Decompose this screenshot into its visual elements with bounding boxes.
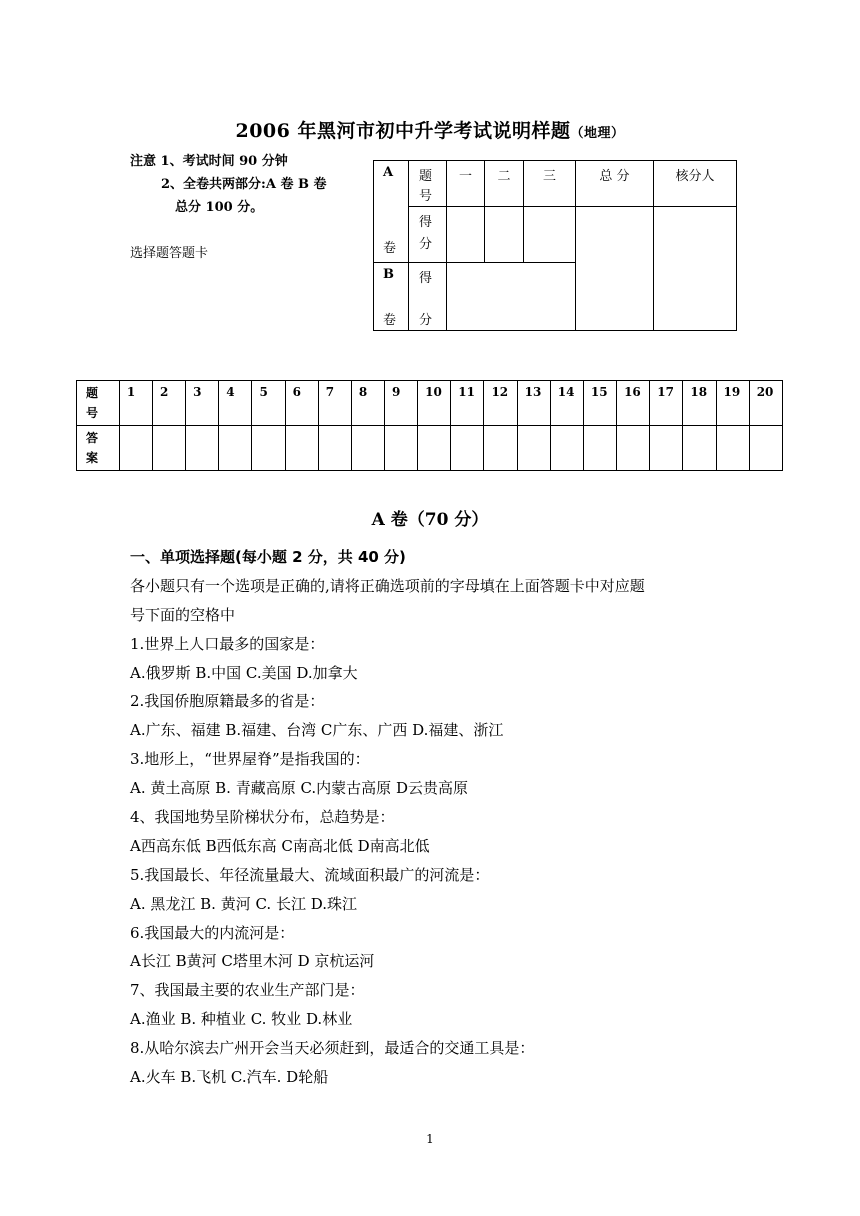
answer-cell[interactable]: [385, 426, 418, 471]
answer-label-top: 答: [86, 431, 99, 445]
question-line: 6.我国最大的内流河是：: [130, 923, 295, 942]
question-number-cell: 12: [484, 381, 517, 426]
note-line-1: 注意 1、考试时间 90 分钟: [130, 154, 288, 169]
title-subject: （地理）: [570, 126, 625, 141]
answer-cell[interactable]: [749, 426, 782, 471]
defen-bottom: 分: [419, 237, 433, 252]
question-number-cell: 15: [583, 381, 616, 426]
b-score-cell[interactable]: [447, 263, 576, 331]
a-juan-bottom: 卷: [383, 241, 397, 256]
question-number-cell: 16: [617, 381, 650, 426]
total-score-cell[interactable]: [576, 207, 654, 331]
b-juan-top: B: [383, 267, 394, 282]
answer-cell[interactable]: [186, 426, 219, 471]
question-line: 5.我国最长、年径流量最大、流域面积最广的河流是：: [130, 865, 490, 884]
options-line: A.广东、福建 B.福建、台湾 C广东、广西 D.福建、浙江: [130, 721, 504, 740]
question-number-cell: 9: [385, 381, 418, 426]
answer-cell[interactable]: [583, 426, 616, 471]
answer-cell[interactable]: [119, 426, 152, 471]
answer-cell[interactable]: [219, 426, 252, 471]
options-line: A西高东低 B西低东高 C南高北低 D南高北低: [130, 836, 430, 855]
question-number-cell: 7: [318, 381, 351, 426]
total-header: 总 分: [576, 161, 654, 207]
answer-card-header-cell: [77, 381, 120, 426]
a-juan-top: A: [383, 165, 394, 180]
a-juan-cell: [374, 161, 409, 263]
options-line: A长江 B黄河 C塔里木河 D 京杭运河: [130, 952, 375, 971]
tihao-bottom: 号: [419, 189, 433, 204]
question-number-cell: 11: [451, 381, 484, 426]
note-line-3: 总分 100 分。: [175, 200, 264, 215]
question-number-cell: 1: [119, 381, 152, 426]
answer-card-number-row: [77, 381, 783, 426]
options-line: A.渔业 B. 种植业 C. 牧业 D.林业: [130, 1010, 353, 1029]
b-defen-cell: [409, 263, 447, 331]
answer-card-answer-row: [77, 426, 783, 471]
tihao-cell: [409, 161, 447, 207]
b-defen-top: 得: [419, 271, 433, 286]
answer-label-bottom: 案: [86, 451, 99, 465]
instruction-line: 各小题只有一个选项是正确的,请将正确选项前的字母填在上面答题卡中对应题: [130, 576, 645, 595]
tihao-label-top: 题: [86, 386, 99, 400]
col-header-3: 三: [524, 161, 576, 207]
answer-card-table: [76, 380, 783, 471]
checker-header: 核分人: [654, 161, 737, 207]
question-line: 1.世界上人口最多的国家是：: [130, 634, 325, 653]
page-number: 1: [426, 1132, 434, 1146]
question-body: [130, 543, 770, 1092]
question-number-cell: 8: [351, 381, 384, 426]
score-cell-2[interactable]: [485, 207, 524, 263]
answer-label-cell: [77, 426, 120, 471]
question-number-cell: 17: [650, 381, 683, 426]
b-defen-bottom: 分: [419, 313, 433, 328]
options-line: A.火车 B.飞机 C.汽车. D轮船: [130, 1068, 329, 1087]
b-juan-cell: [374, 263, 409, 331]
question-number-cell: 13: [517, 381, 550, 426]
answer-cell[interactable]: [650, 426, 683, 471]
question-number-cell: 4: [219, 381, 252, 426]
score-cell-3[interactable]: [524, 207, 576, 263]
question-number-cell: 18: [683, 381, 716, 426]
col-header-2: 二: [485, 161, 524, 207]
answer-cell[interactable]: [451, 426, 484, 471]
answer-cell[interactable]: [517, 426, 550, 471]
score-cell-1[interactable]: [447, 207, 485, 263]
answer-cell[interactable]: [550, 426, 583, 471]
defen-top: 得: [419, 215, 433, 230]
page-title: [0, 116, 860, 143]
question-number-cell: 3: [186, 381, 219, 426]
answer-cell[interactable]: [153, 426, 186, 471]
title-main: 2006 年黑河市初中升学考试说明样题: [235, 120, 571, 142]
answer-cell[interactable]: [285, 426, 318, 471]
question-line: 4、我国地势呈阶梯状分布，总趋势是：: [130, 808, 395, 827]
options-line: A. 黑龙江 B. 黄河 C. 长江 D.珠江: [130, 894, 357, 913]
checker-cell[interactable]: [654, 207, 737, 331]
answer-cell[interactable]: [683, 426, 716, 471]
question-number-cell: 14: [550, 381, 583, 426]
question-line: 7、我国最主要的农业生产部门是：: [130, 981, 365, 1000]
section-a-title: A 卷（70 分）: [371, 510, 489, 530]
answer-card-label: 选择题答题卡: [130, 246, 209, 261]
question-number-cell: 10: [418, 381, 451, 426]
options-line: A. 黄土高原 B. 青藏高原 C.内蒙古高原 D云贵高原: [130, 779, 468, 798]
note-line-2: 2、全卷共两部分:A 卷 B 卷: [161, 177, 327, 192]
options-line: A.俄罗斯 B.中国 C.美国 D.加拿大: [130, 663, 358, 682]
question-number-cell: 6: [285, 381, 318, 426]
b-juan-bottom: 卷: [383, 313, 397, 328]
tihao-label-bottom: 号: [86, 406, 99, 420]
answer-cell[interactable]: [617, 426, 650, 471]
answer-cell[interactable]: [351, 426, 384, 471]
answer-cell[interactable]: [716, 426, 749, 471]
answer-cell[interactable]: [484, 426, 517, 471]
instruction-line: 号下面的空格中: [130, 605, 236, 624]
question-number-cell: 19: [716, 381, 749, 426]
question-number-cell: 2: [153, 381, 186, 426]
question-number-cell: 20: [749, 381, 782, 426]
answer-cell[interactable]: [318, 426, 351, 471]
col-header-1: 一: [447, 161, 485, 207]
part1-heading: 一、单项选择题(每小题 2 分，共 40 分): [130, 548, 406, 566]
question-number-cell: 5: [252, 381, 285, 426]
answer-cell[interactable]: [418, 426, 451, 471]
defen-cell: [409, 207, 447, 263]
tihao-top: 题: [419, 169, 433, 184]
answer-cell[interactable]: [252, 426, 285, 471]
score-table: [373, 160, 737, 331]
question-line: 2.我国侨胞原籍最多的省是：: [130, 692, 325, 711]
question-line: 8.从哈尔滨去广州开会当天必须赶到，最适合的交通工具是：: [130, 1039, 535, 1058]
question-line: 3.地形上，“世界屋脊”是指我国的：: [130, 750, 370, 769]
